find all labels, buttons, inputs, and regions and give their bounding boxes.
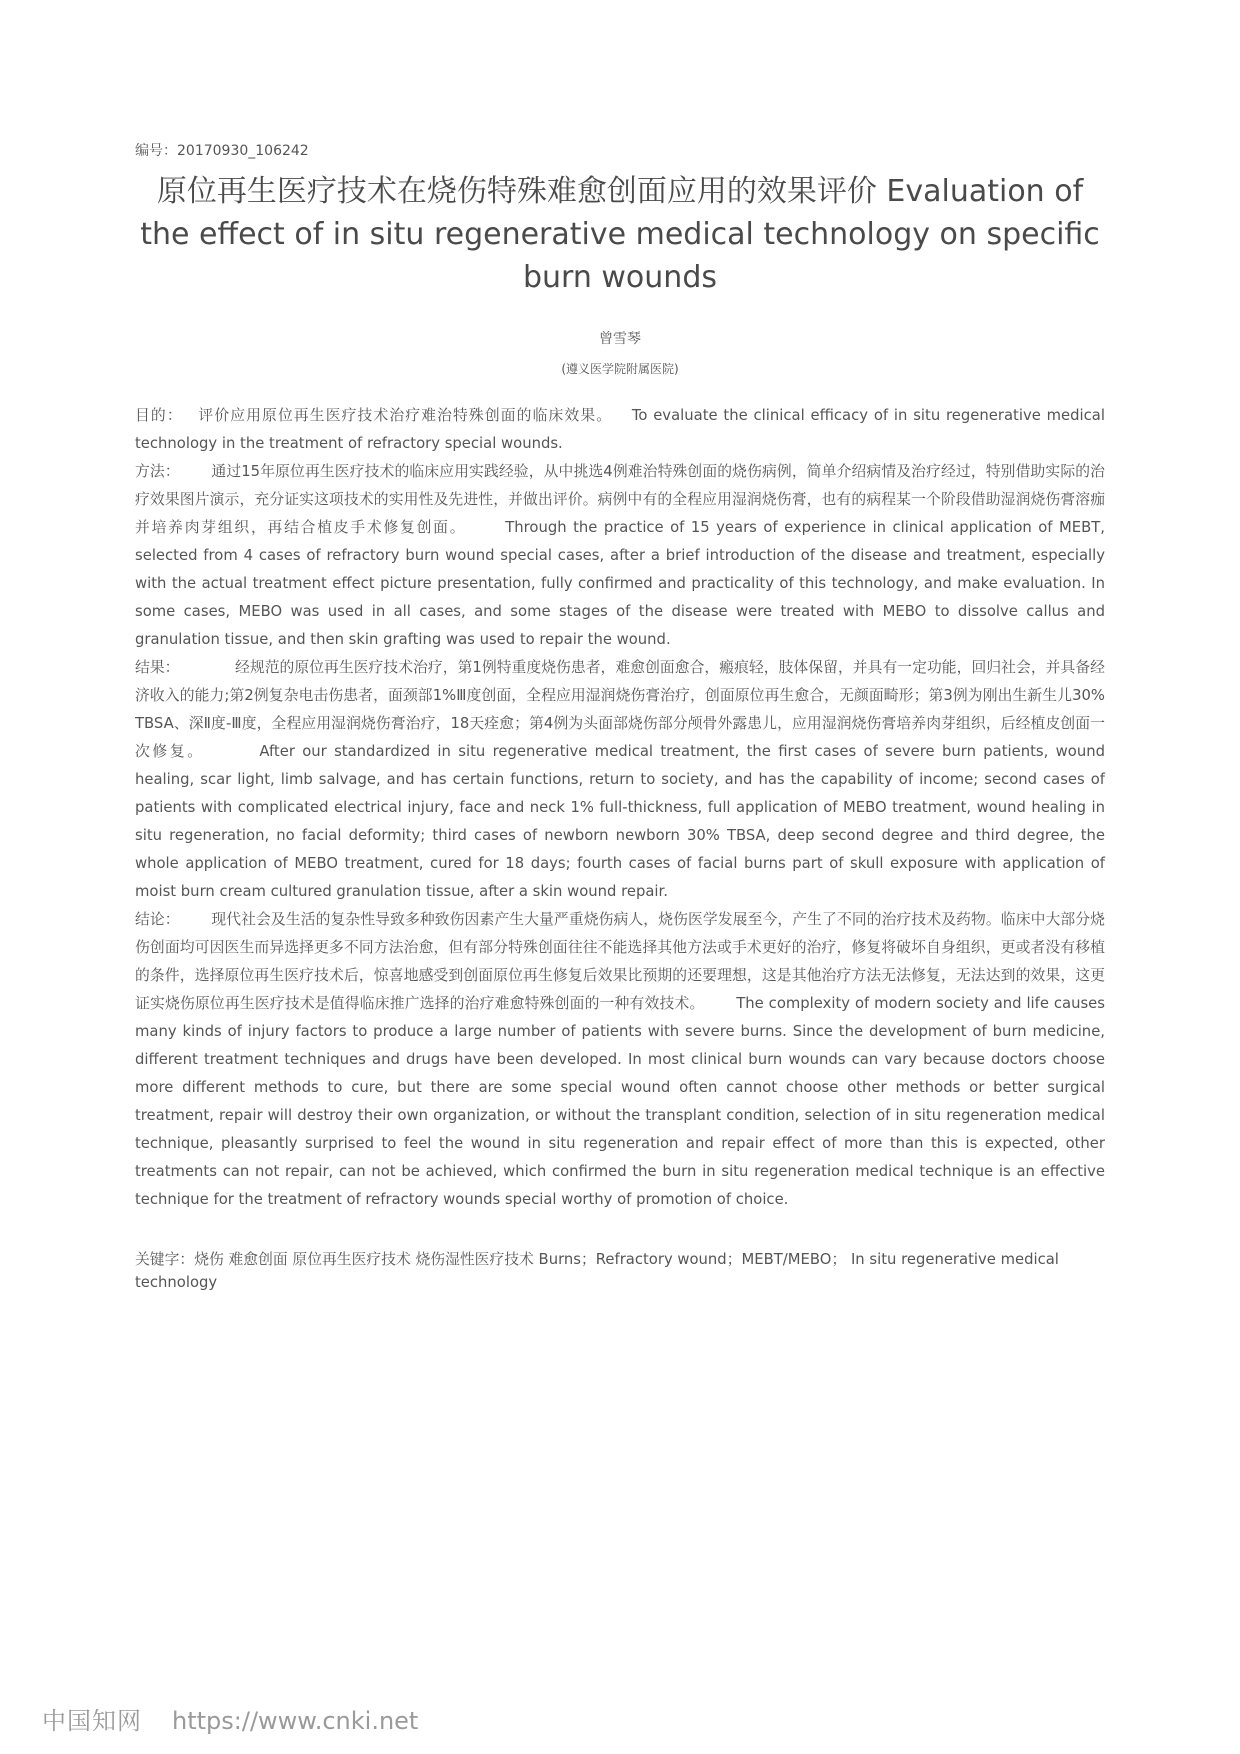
methods-en: Through the practice of 15 years of experience in clinical application of MEBT, selected from 4 cases of refractory burn wound special cases, after a brief introduction of the disease and treatment, especially with the actual treatment effect picture presentation, fully confirmed and practicality of this technology, and make evaluation. In some cases, MEBO was used in all cases, and some stages of the disease were treated with MEBO to dissolve callus and granulation tissue, and then skin grafting was used to repair the wound. — [135, 519, 1105, 648]
methods-label: 方法： — [135, 463, 180, 480]
author-affiliation: (遵义医学院附属医院) — [561, 362, 679, 376]
results-en: After our standardized in situ regenerative medical treatment, the first cases of severe burn patients, wound healing, scar light, limb salvage, and has certain functions, return to society, and has the capability of income; second cases of patients with complicated electrical injury, face and neck 1% full-thickness, full application of MEBO treatment, wound healing in situ regeneration, no facial deformity; third cases of newborn newborn 30% TBSA, deep second degree and third degree, the whole application of MEBO treatment, cured for 18 days; fourth cases of facial burns part of skull exposure with application of moist burn cream cultured granulation tissue, after a skin wound repair. — [135, 743, 1105, 900]
methods-zh: 通过15年原位再生医疗技术的临床应用实践经验，从中挑选4例难治特殊创面的烧伤病例，简单介绍病情及治疗经过，特别借助实际的治疗效果图片演示，充分证实这项技术的实用性及先进性，并做出评价。病例中有的全程应用湿润烧伤膏，也有的病程某一个阶段借助湿润烧伤膏溶痂并培养肉芽组织，再结合植皮手术修复创面。 — [135, 463, 1105, 536]
serial-value: 20170930_106242 — [177, 143, 309, 159]
cnki-url[interactable]: https://www.cnki.net — [172, 1707, 419, 1735]
abstract-conclusion — [135, 906, 1105, 1214]
objective-en: To evaluate the clinical efficacy of in situ regenerative medical technology in the treatment of refractory special wounds. — [135, 407, 1105, 452]
author-name: 曾雪琴 — [599, 331, 641, 347]
keywords — [135, 1248, 1105, 1294]
serial-label: 编号： — [135, 143, 177, 159]
abstract-objective — [135, 402, 1105, 458]
paper-title: 原位再生医疗技术在烧伤特殊难愈创面应用的效果评价 Evaluation of the effect of in situ regenerative medical technology on specific burn wounds — [140, 174, 1100, 295]
abstract — [135, 402, 1105, 1214]
results-label: 结果： — [135, 659, 180, 676]
conclusion-zh: 现代社会及生活的复杂性导致多种致伤因素产生大量严重烧伤病人，烧伤医学发展至今，产生了不同的治疗技术及药物。临床中大部分烧伤创面均可因医生而异选择更多不同方法治愈，但有部分特殊创面往往不能选择其他方法或手术更好的治疗，修复将破坏自身组织，更或者没有移植的条件，选择原位再生医疗技术后，惊喜地感受到创面原位再生修复后效果比预期的还要理想，这是其他治疗方法无法修复，无法达到的效果，这更证实烧伤原位再生医疗技术是值得临床推广选择的治疗难愈特殊创面的一种有效技术。 — [135, 911, 1105, 1012]
keywords-value: 烧伤 难愈创面 原位再生医疗技术 烧伤湿性医疗技术 Burns；Refractory wound；MEBT/MEBO； In situ regenerative medical technology — [135, 1251, 1059, 1291]
keywords-label: 关键字： — [135, 1251, 195, 1268]
conclusion-en: The complexity of modern society and life causes many kinds of injury factors to produce a large number of patients with severe burns. Since the development of burn medicine, different treatment techniques and drugs have been developed. In most clinical burn wounds can vary because doctors choose more different methods to cure, but there are some special wound often cannot choose other methods or better surgical treatment, repair will destroy their own organization, or without the transplant condition, selection of in situ regeneration medical technique, pleasantly surprised to feel the wound in situ regeneration and repair effect of more than this is expected, other treatments can not repair, can not be achieved, which confirmed the burn in situ regeneration medical technique is an effective technique for the treatment of refractory wounds special worthy of promotion of choice. — [135, 995, 1105, 1208]
serial-number — [135, 140, 309, 160]
objective-zh: 评价应用原位再生医疗技术治疗难治特殊创面的临床效果。 — [198, 407, 613, 424]
cnki-footer — [42, 1701, 418, 1736]
abstract-methods — [135, 458, 1105, 654]
results-zh: 经规范的原位再生医疗技术治疗，第1例特重度烧伤患者，难愈创面愈合，瘢痕轻，肢体保留，并具有一定功能，回归社会，并具备经济收入的能力;第2例复杂电击伤患者，面颈部1%Ⅲ度创面，全程应用湿润烧伤膏治疗，创面原位再生愈合，无颜面畸形；第3例为刚出生新生儿30% TBSA、深Ⅱ度-Ⅲ度，全程应用湿润烧伤膏治疗，18天痊愈；第4例为头面部烧伤部分颅骨外露患儿，应用湿润烧伤膏培养肉芽组织，后经植皮创面一次修复。 — [135, 659, 1105, 760]
cnki-brand: 中国知网 — [42, 1707, 142, 1735]
conclusion-label: 结论： — [135, 911, 180, 928]
objective-label: 目的： — [135, 407, 183, 424]
abstract-results — [135, 654, 1105, 906]
